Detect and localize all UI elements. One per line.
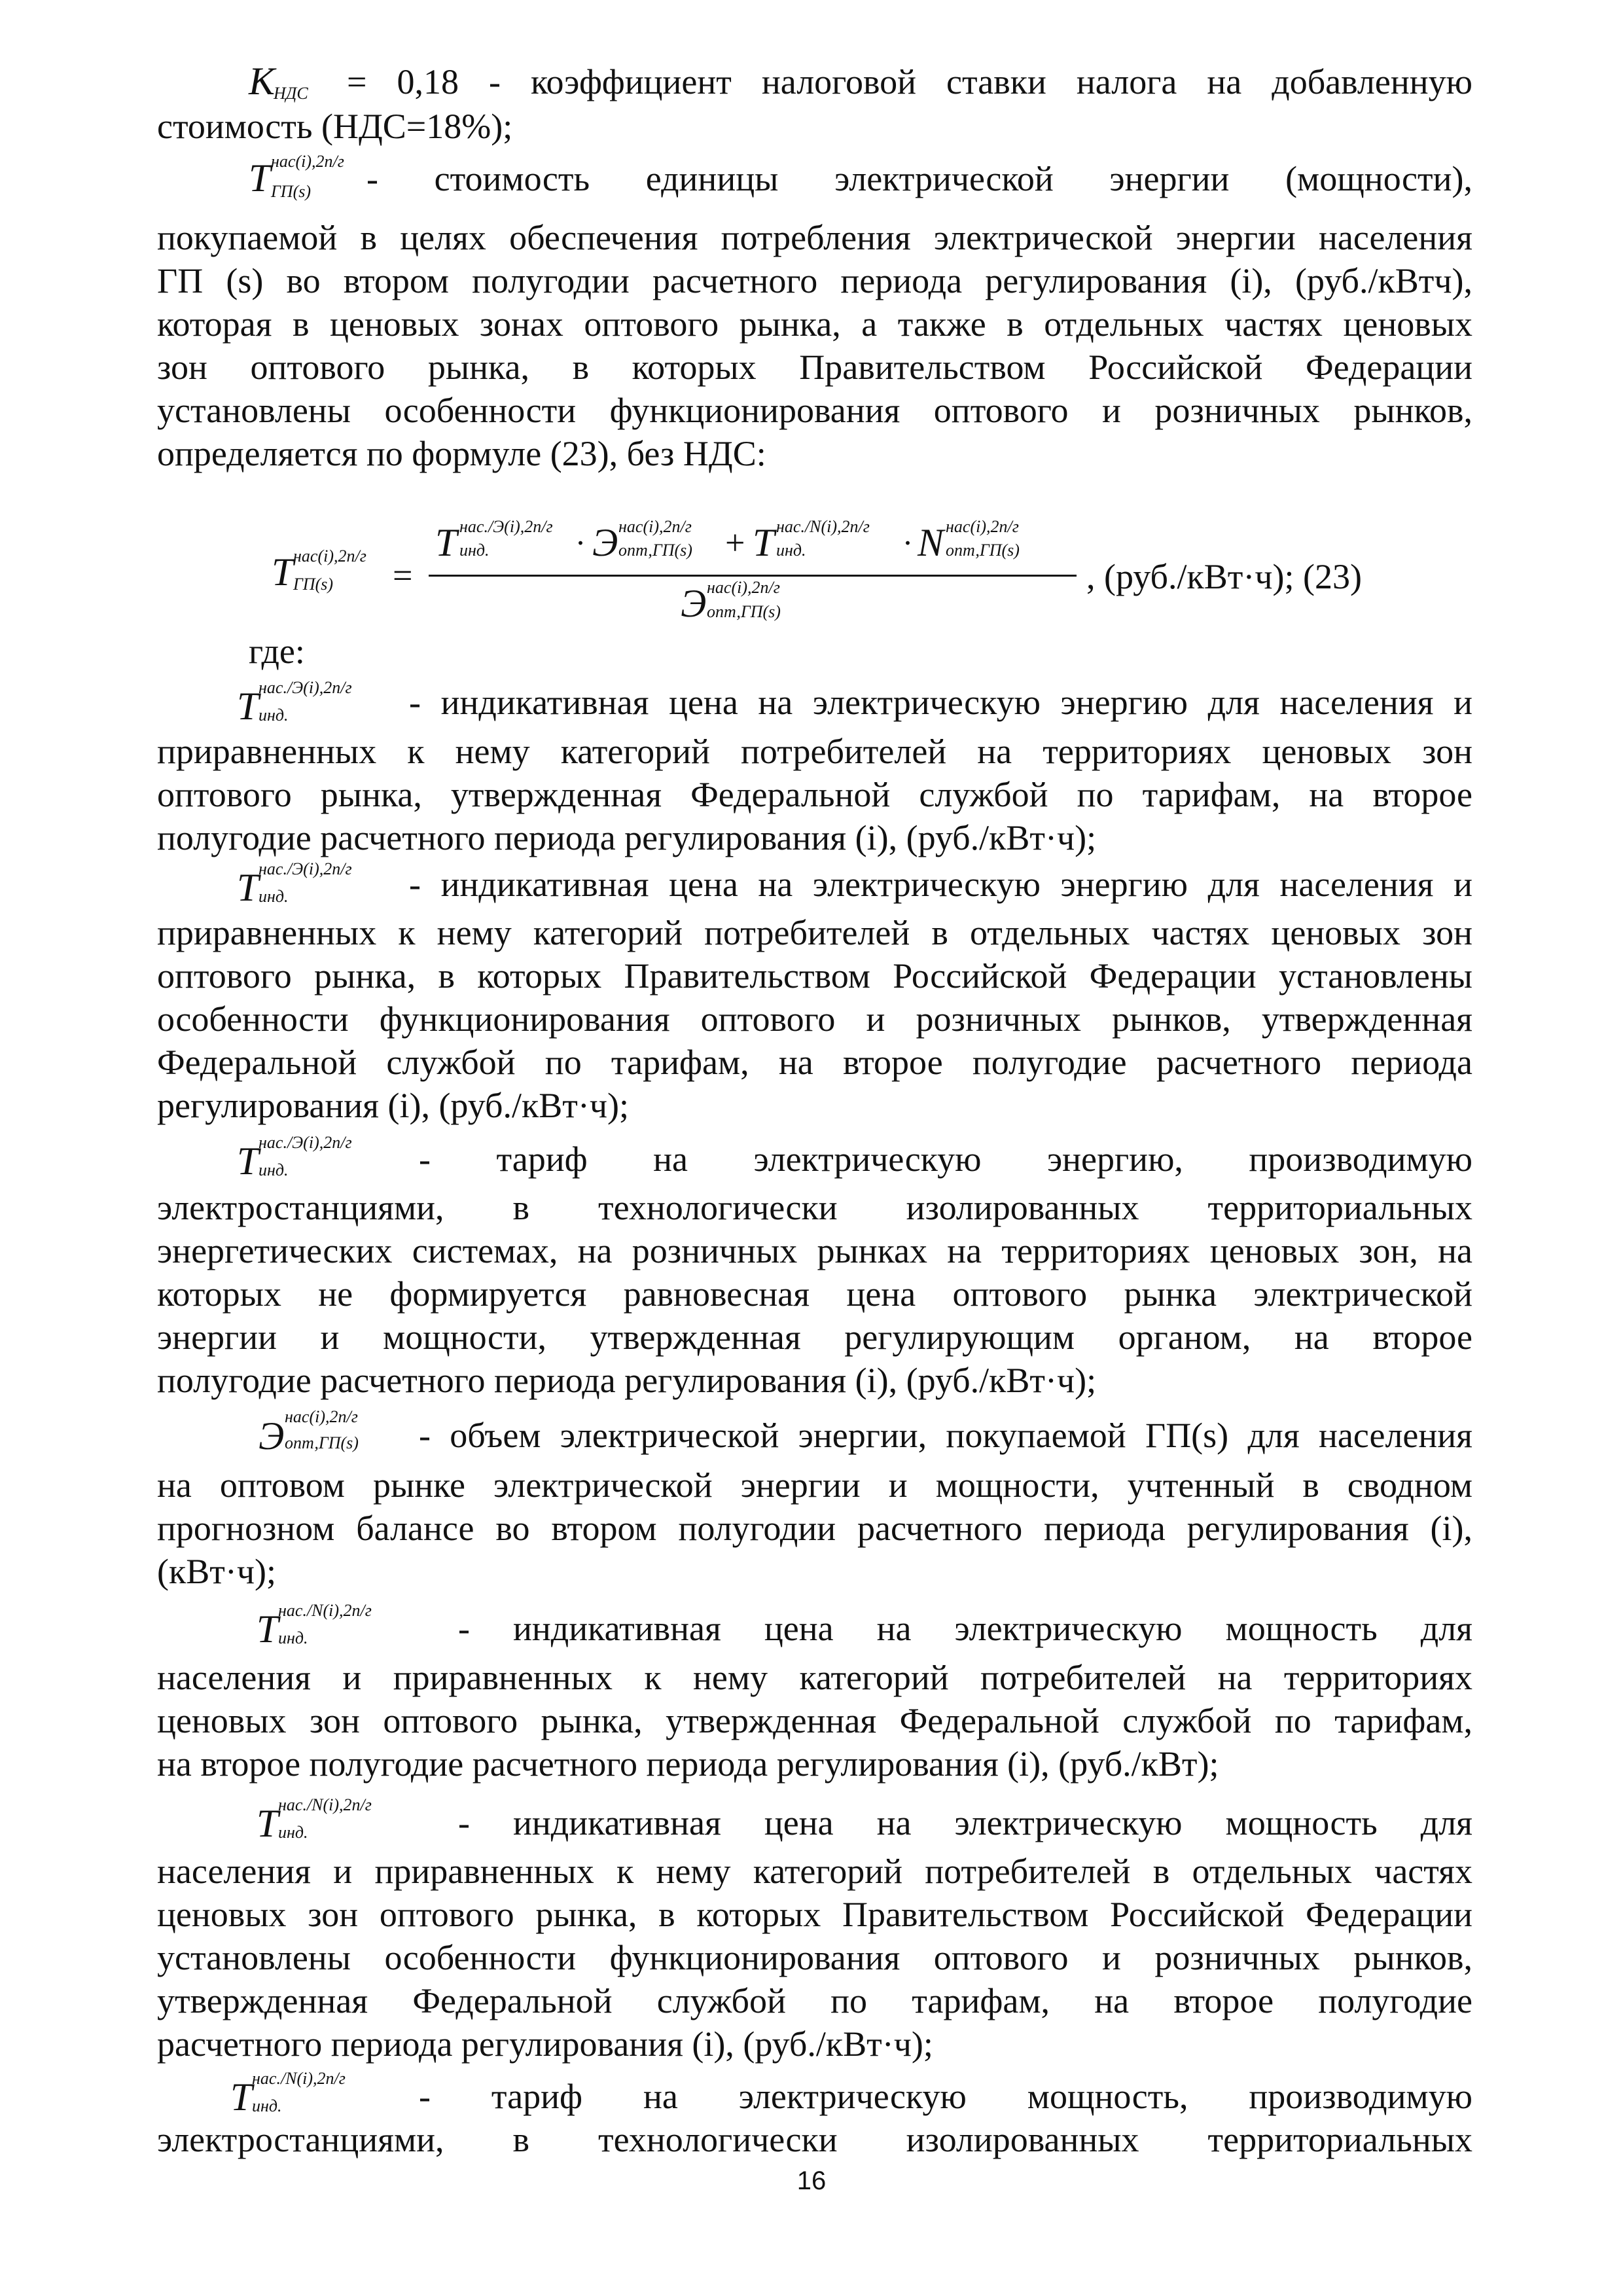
def5-subscript: инд. xyxy=(278,1628,308,1647)
def5-symbol: T xyxy=(257,1607,279,1651)
text-line: Федеральной службой по тарифам, на второе полугодие расчетного периода xyxy=(157,1043,1472,1082)
text-line: ценовых зон оптового рынка, в которых Правительством Российской Федерации xyxy=(157,1895,1472,1934)
page-number: 16 xyxy=(796,2166,827,2195)
text-line: которая в ценовых зонах оптового рынка, а также в отдельных частях ценовых xyxy=(157,304,1472,344)
def2-superscript: нас./Э(i),2п/г xyxy=(259,859,352,878)
formula-e-opt-sup: нас(i),2п/г xyxy=(618,517,692,536)
formula-dot: · xyxy=(576,524,584,561)
text-line: - тариф на электрическую энергию, производимую xyxy=(419,1139,1472,1179)
def6-symbol: T xyxy=(257,1802,279,1845)
text-line: которых не формируется равновесная цена оптового рынка электрической xyxy=(157,1274,1472,1314)
text-line: населения и приравненных к нему категорий потребителей в отдельных частях xyxy=(157,1852,1472,1891)
text-line: - индикативная цена на электрическую мощность для xyxy=(458,1803,1472,1842)
text-line: ГП (s) во втором полугодии расчетного периода регулирования (i), (руб./кВтч), xyxy=(157,261,1472,300)
formula-lhs-symbol: T xyxy=(272,550,294,594)
formula-t-power-sub: инд. xyxy=(776,541,806,560)
text-line: (кВт·ч); xyxy=(157,1552,276,1591)
text-line: - стоимость единицы электрической энергии (мощности), xyxy=(366,159,1472,198)
formula-e-opt-sub: опт,ГП(s) xyxy=(618,541,692,560)
formula-n-opt-sub: опт,ГП(s) xyxy=(946,541,1020,560)
def1-symbol: T xyxy=(237,685,259,728)
formula-dot: · xyxy=(903,524,912,561)
text-line: полугодие расчетного периода регулирования (i), (руб./кВт·ч); xyxy=(157,818,1097,857)
def4-subscript: опт,ГП(s) xyxy=(285,1433,359,1452)
formula-t-energy-sup: нас./Э(i),2п/г xyxy=(459,517,553,536)
text-line: - тариф на электрическую мощность, производимую xyxy=(419,2077,1472,2116)
formula-equals: = xyxy=(393,556,413,595)
formula-t-energy: T xyxy=(435,521,457,564)
formula-lhs-subscript: ГП(s) xyxy=(293,575,334,594)
text-line: регулирования (i), (руб./кВт·ч); xyxy=(157,1086,629,1125)
text-line: = 0,18 - коэффициент налоговой ставки налога на добавленную xyxy=(347,62,1472,101)
text-line: установлены особенности функционирования оптового и розничных рынков, xyxy=(157,391,1472,430)
def6-subscript: инд. xyxy=(278,1823,308,1842)
def2-symbol: T xyxy=(237,866,259,909)
t-gp-subscript: ГП(s) xyxy=(271,182,312,201)
def7-symbol: T xyxy=(230,2075,253,2119)
text-line: особенности функционирования оптового и розничных рынков, утвержденная xyxy=(157,999,1472,1039)
def2-subscript: инд. xyxy=(259,887,289,906)
text-line: энергетических системах, на розничных рынках на территориях ценовых зон, на xyxy=(157,1231,1472,1270)
formula-denominator-e: Э xyxy=(681,582,707,625)
text-line: энергии и мощности, утвержденная регулирующим органом, на второе xyxy=(157,1318,1472,1357)
k-nds-subscript: НДС xyxy=(274,84,308,103)
text-line: прогнозном балансе во втором полугодии расчетного периода регулирования (i), xyxy=(157,1509,1472,1548)
text-line: - индикативная цена на электрическую энергию для населения и xyxy=(409,683,1472,722)
formula-denominator-sup: нас(i),2п/г xyxy=(707,578,780,597)
def7-superscript: нас./N(i),2п/г xyxy=(252,2069,346,2088)
text-line: покупаемой в целях обеспечения потребления электрической энергии населения xyxy=(157,218,1472,257)
text-line: населения и приравненных к нему категорий потребителей на территориях xyxy=(157,1658,1472,1697)
text-line: приравненных к нему категорий потребителей в отдельных частях ценовых зон xyxy=(157,913,1472,952)
text-line: расчетного периода регулирования (i), (руб./кВт·ч); xyxy=(157,2024,933,2064)
text-line: утвержденная Федеральной службой по тарифам, на второе полугодие xyxy=(157,1981,1472,2020)
text-line: где: xyxy=(249,632,305,671)
text-line: электростанциями, в технологически изолированных территориальных xyxy=(157,1188,1472,1227)
formula-denominator-sub: опт,ГП(s) xyxy=(707,602,781,621)
text-line: - индикативная цена на электрическую энергию для населения и xyxy=(409,865,1472,904)
def1-superscript: нас./Э(i),2п/г xyxy=(259,678,352,697)
formula-tail: , (руб./кВт·ч); (23) xyxy=(1086,557,1362,596)
formula-plus: + xyxy=(725,523,745,562)
text-line: стоимость (НДС=18%); xyxy=(157,107,513,146)
def3-subscript: инд. xyxy=(259,1160,289,1179)
text-line: установлены особенности функционирования оптового и розничных рынков, xyxy=(157,1938,1472,1977)
text-line: определяется по формуле (23), без НДС: xyxy=(157,434,766,473)
formula-t-energy-sub: инд. xyxy=(459,541,490,560)
def6-superscript: нас./N(i),2п/г xyxy=(278,1795,372,1814)
def5-superscript: нас./N(i),2п/г xyxy=(278,1601,372,1620)
t-gp-symbol: T xyxy=(249,156,271,200)
def3-superscript: нас./Э(i),2п/г xyxy=(259,1133,352,1152)
text-line: - индикативная цена на электрическую мощность для xyxy=(458,1609,1472,1648)
text-line: на второе полугодие расчетного периода регулирования (i), (руб./кВт); xyxy=(157,1744,1219,1784)
formula-lhs-superscript: нас(i),2п/г xyxy=(293,547,366,565)
text-line: приравненных к нему категорий потребителей на территориях ценовых зон xyxy=(157,732,1472,771)
text-line: электростанциями, в технологически изолированных территориальных xyxy=(157,2120,1472,2159)
t-gp-superscript: нас(i),2п/г xyxy=(271,152,344,171)
text-line: оптового рынка, утвержденная Федеральной службой по тарифам, на второе xyxy=(157,775,1472,814)
def4-superscript: нас(i),2п/г xyxy=(285,1407,358,1426)
formula-n-opt: N xyxy=(918,521,944,564)
formula-e-opt: Э xyxy=(592,521,618,564)
text-line: ценовых зон оптового рынка, утвержденная Федеральной службой по тарифам, xyxy=(157,1701,1472,1740)
text-line: полугодие расчетного периода регулирования (i), (руб./кВт·ч); xyxy=(157,1361,1097,1400)
text-line: на оптовом рынке электрической энергии и мощности, учтенный в сводном xyxy=(157,1465,1472,1505)
k-nds-symbol: K xyxy=(249,60,276,103)
formula-n-opt-sup: нас(i),2п/г xyxy=(946,517,1019,536)
formula-t-power: T xyxy=(753,521,775,564)
text-line: зон оптового рынка, в которых Правительством Российской Федерации xyxy=(157,348,1472,387)
def1-subscript: инд. xyxy=(259,706,289,725)
fraction-bar xyxy=(429,575,1077,577)
formula-t-power-sup: нас./N(i),2п/г xyxy=(776,517,870,536)
def3-symbol: T xyxy=(237,1139,259,1183)
text-line: оптового рынка, в которых Правительством Российской Федерации установлены xyxy=(157,956,1472,996)
text-line: - объем электрической энергии, покупаемой ГП(s) для населения xyxy=(419,1416,1472,1455)
def4-symbol: Э xyxy=(259,1414,285,1458)
def7-subscript: инд. xyxy=(252,2096,282,2115)
